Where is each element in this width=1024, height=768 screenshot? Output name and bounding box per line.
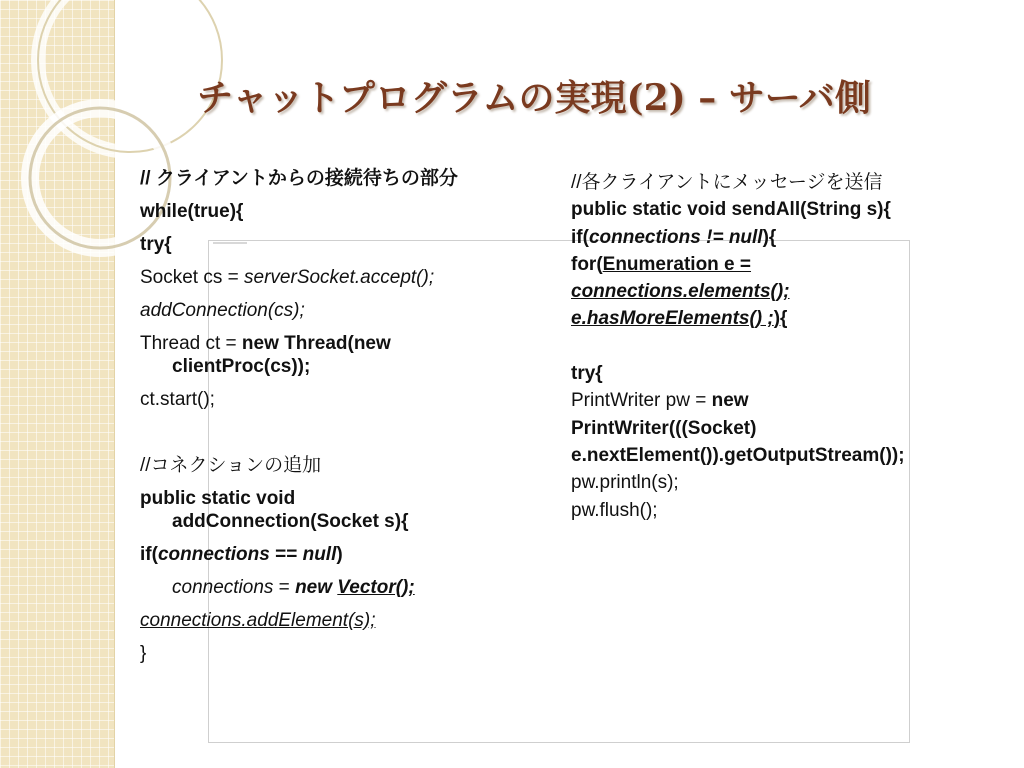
start-line: ct.start(); — [140, 389, 215, 410]
pw-stream-line: e.nextElement()).getOutputStream()); — [571, 444, 905, 466]
if-null: null — [302, 544, 337, 565]
for-has-more-line — [571, 305, 1011, 332]
if-open: if( — [140, 544, 158, 565]
close-brace-line: } — [140, 643, 147, 664]
assign-new: new — [295, 577, 333, 598]
for-open: for( — [571, 253, 603, 275]
assign-vector: Vector(); — [337, 577, 415, 598]
comment-add-line: //コネクションの追加 — [140, 455, 322, 476]
if-close: ) — [336, 544, 343, 565]
assign-eq: = — [273, 577, 296, 598]
if-eq: == — [269, 544, 303, 565]
comment-wait-line: // クライアントからの接続待ちの部分 — [140, 168, 458, 189]
client-accept-code — [140, 167, 560, 675]
pw-decl-line — [571, 387, 1011, 414]
thread-cont: clientProc(cs)); — [172, 356, 311, 377]
slide-title: チャットプログラムの実現(2) – サーバ側 — [197, 77, 871, 119]
flush-line: pw.flush(); — [571, 499, 658, 521]
thread-decl: Thread ct = — [140, 333, 242, 354]
for-elements-line: connections.elements(); — [571, 281, 790, 303]
method-sig-2: addConnection(Socket s){ — [172, 511, 409, 532]
for-has-more: e.hasMoreElements() ; — [571, 308, 774, 330]
for-line-1 — [571, 251, 1011, 278]
add-element-line: connections.addElement(s); — [140, 610, 376, 631]
if-close-r: ){ — [762, 226, 777, 248]
thread-new: new Thread(new — [241, 333, 391, 354]
send-all-code — [571, 169, 1011, 524]
for-enum: Enumeration e = — [602, 253, 752, 275]
for-close: ){ — [773, 308, 788, 330]
accept-call: serverSocket.accept(); — [244, 267, 435, 288]
method-sig-1: public static void — [140, 488, 296, 509]
pw-writer-line: PrintWriter(((Socket) — [571, 417, 757, 439]
socket-accept-line — [140, 266, 560, 289]
if-open-r: if( — [571, 226, 589, 248]
assign-connections: connections — [172, 577, 274, 598]
if-cond-r: connections != null — [588, 226, 763, 248]
method-signature — [140, 487, 560, 533]
send-all-signature: public static void sendAll(String s){ — [571, 199, 891, 221]
println-line: pw.println(s); — [571, 472, 679, 494]
try-line: try{ — [140, 234, 172, 255]
add-connection-call-line: addConnection(cs); — [140, 300, 305, 321]
if-connections-line — [571, 224, 1011, 251]
comment-send-line: //各クライアントにメッセージを送信 — [571, 172, 883, 193]
pw-decl: PrintWriter pw = — [571, 390, 712, 412]
while-line: while(true){ — [140, 201, 244, 222]
if-connections: connections — [157, 544, 270, 565]
try-line-r: try{ — [571, 363, 603, 385]
assign-vector-line — [140, 576, 560, 599]
thread-line — [140, 332, 560, 378]
pw-new: new — [711, 390, 749, 412]
if-null-line — [140, 543, 560, 566]
socket-decl: Socket cs = — [140, 267, 245, 288]
